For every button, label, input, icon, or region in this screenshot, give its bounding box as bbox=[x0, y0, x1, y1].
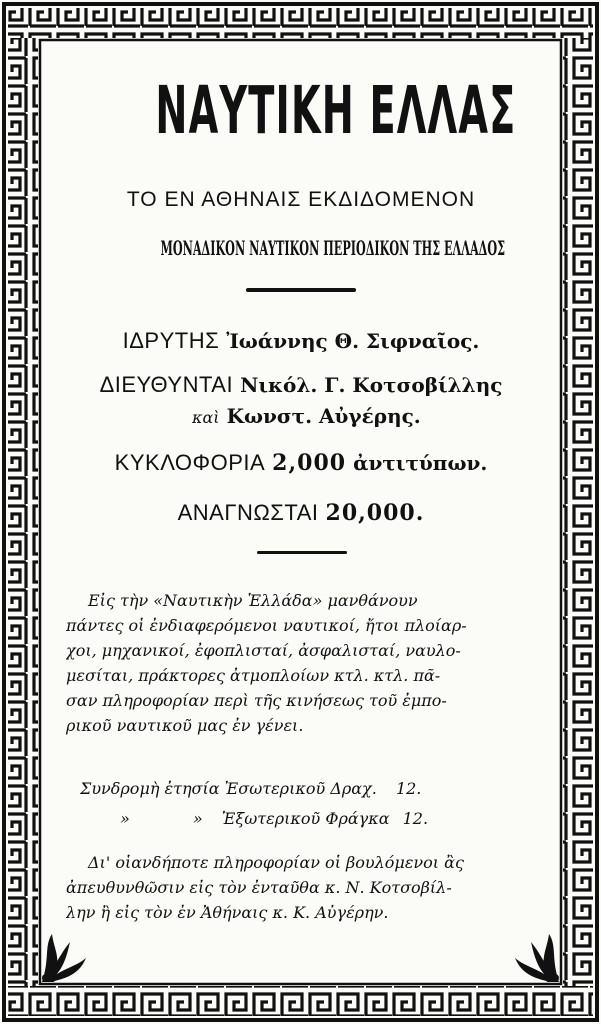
director-name-2: Κωνστ. Αὐγέρης. bbox=[226, 404, 421, 428]
circulation-value: 2,000 bbox=[272, 450, 347, 476]
divider-rule bbox=[246, 288, 356, 292]
subtitle-periodical: ΜΟΝΑΔΙΚΟΝ ΝΑΥΤΙΚΟΝ ΠΕΡΙΟΔΙΚΟΝ ΤΗΣ ΕΛΛΑΔΟΣ bbox=[160, 236, 505, 260]
subtitle-published-in-athens: ΤΟ ΕΝ ΑΘΗΝΑΙΣ ΕΚΔΙΔΟΜΕΝΟΝ bbox=[126, 188, 476, 211]
paragraph-line: μεσίται, πράκτορες ἀτμοπλοίων κτλ. κτλ. πᾶ- bbox=[66, 666, 441, 685]
paragraph-line: ρικοῦ ναυτικοῦ μας ἐν γένει. bbox=[66, 716, 304, 735]
directors-line-2 bbox=[50, 404, 552, 429]
subscription-domestic-label: Συνδρομὴ ἐτησία Ἐσωτερικοῦ Δραχ. bbox=[80, 779, 377, 798]
readers-label: ΑΝΑΓΝΩΣΤΑΙ bbox=[177, 500, 319, 525]
subscription-line-2 bbox=[80, 806, 520, 831]
circulation-unit: ἀντιτύπων. bbox=[353, 451, 488, 475]
paragraph-line: σαν πληροφορίαν περὶ τῆς κινήσεως τοῦ ἐμπο- bbox=[66, 691, 447, 710]
readers-line bbox=[50, 500, 552, 526]
paragraph-line: πάντες οἱ ἐνδιαφερόμενοι ναυτικοί, ἤτοι πλοίαρ- bbox=[66, 616, 467, 635]
subscription-foreign-label: Ἐξωτερικοῦ Φράγκα bbox=[221, 809, 390, 828]
ditto-mark: » bbox=[192, 809, 203, 828]
paragraph-line: ἀπευθυνθῶσιν εἰς τὸν ἐνταῦθα κ. Ν. Κοτσοβίλ- bbox=[66, 878, 452, 897]
circulation-line bbox=[50, 450, 552, 476]
readers-value: 20,000. bbox=[325, 500, 425, 526]
director-name-1: Νικόλ. Γ. Κοτσοβίλλης bbox=[240, 373, 503, 397]
paragraph-contact bbox=[66, 850, 540, 925]
masthead-title: ΝΑΥΤΙΚΗ ΕΛΛΑΣ bbox=[155, 72, 517, 149]
paragraph-line: χοι, μηχανικοί, ἐφοπλισταί, ἀσφαλισταί, ναυλο- bbox=[66, 641, 461, 660]
paragraph-line: λην ἢ εἰς τὸν ἐν Ἀθήναις κ. Κ. Αὐγέρην. bbox=[66, 903, 389, 922]
circulation-label: ΚΥΚΛΟΦΟΡΙΑ bbox=[114, 450, 266, 475]
founder-label: ΙΔΡΥΤΗΣ bbox=[122, 328, 220, 353]
founder-line bbox=[50, 328, 552, 354]
directors-line bbox=[50, 372, 552, 398]
divider-rule bbox=[257, 551, 347, 554]
paragraph-line: Δι' οἱανδήποτε πληροφορίαν οἱ βουλόμενοι ἂς bbox=[88, 853, 464, 872]
founder-name: Ἰωάννης Θ. Σιφναῖος. bbox=[226, 329, 480, 353]
subscription-foreign-value: 12. bbox=[402, 809, 429, 828]
subscription-domestic-value: 12. bbox=[395, 779, 422, 798]
paragraph-line: Εἰς τὴν «Ναυτικὴν Ἑλλάδα» μανθάνουν bbox=[88, 591, 418, 610]
subscription-line-1 bbox=[80, 776, 520, 801]
advertisement-body bbox=[50, 66, 552, 966]
directors-label: ΔΙΕΥΘΥΝΤΑΙ bbox=[99, 372, 234, 397]
ditto-mark: » bbox=[120, 809, 130, 828]
directors-conjunction: καὶ bbox=[192, 408, 220, 427]
paragraph-information bbox=[66, 588, 540, 738]
